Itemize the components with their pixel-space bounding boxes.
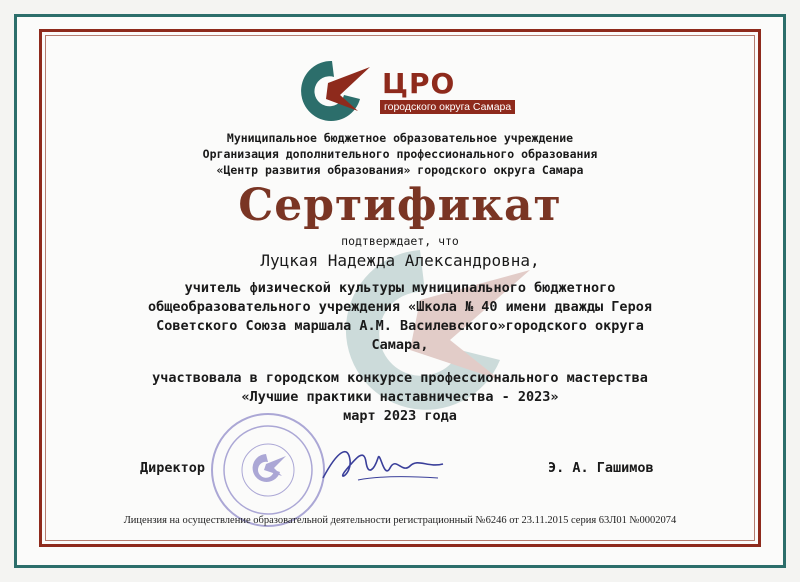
position-line-1: учитель физической культуры муниципального бюджетного [184,280,616,296]
logo-subtitle: городского округа Самара [380,100,515,114]
participation-line-3: март 2023 года [343,408,457,424]
participation-line-1: участвовала в городском конкурсе профессионального мастерства [152,370,648,386]
org-line-2: Организация дополнительного профессионального образования [202,147,598,161]
cro-logo [292,55,512,125]
confirms-text: подтверждает, что [341,234,459,248]
org-line-1: Муниципальное бюджетное образовательное учреждение [226,131,574,145]
cro-logo-icon [292,55,372,125]
license-text: Лицензия на осуществление образовательной деятельности регистрационный №6246 от 23.11.2015 серия 63Л01 №0002074 [123,515,677,526]
director-signature-icon [318,440,448,490]
signature-role: Директор [140,460,206,476]
certificate-title: Сертификат [238,180,562,231]
position-line-3: Советского Союза маршала А.М. Василевского»городского округа [156,318,644,334]
recipient-name: Луцкая Надежда Александровна, [260,251,540,270]
logo-title: ЦРО [382,67,456,100]
org-line-3: «Центр развития образования» городского округа Самара [216,163,584,177]
position-line-2: общеобразовательного учреждения «Школа № 40 имени дважды Героя [148,299,652,315]
signature-name: Э. А. Гашимов [548,460,654,476]
position-line-4: Самара, [371,337,429,353]
official-stamp-icon [208,410,328,530]
participation-line-2: «Лучшие практики наставничества - 2023» [241,389,559,405]
